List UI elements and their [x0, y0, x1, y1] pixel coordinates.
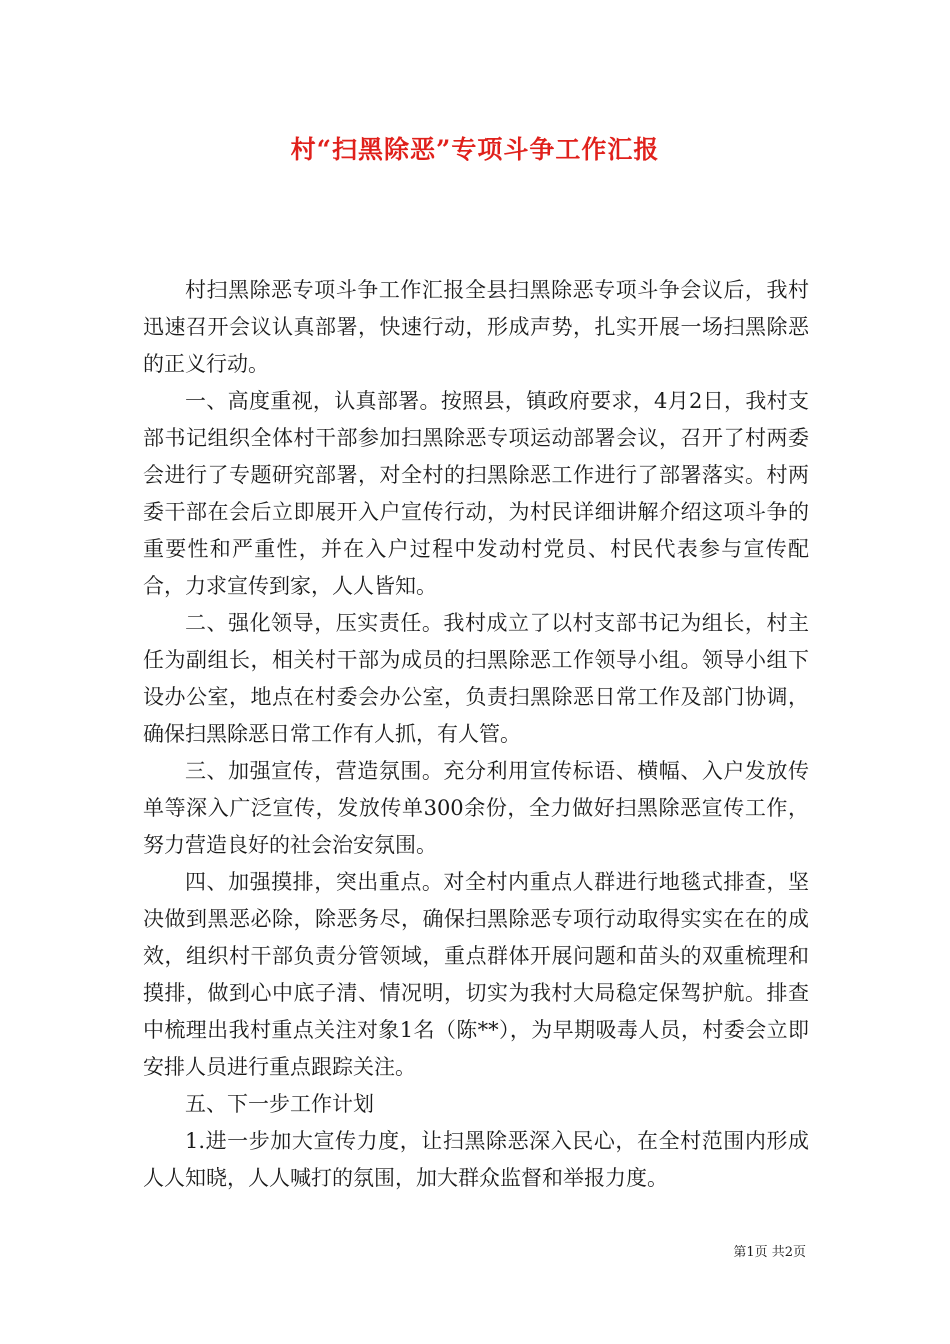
paragraph-intro: 村扫黑除恶专项斗争工作汇报全县扫黑除恶专项斗争会议后，我村迅速召开会议认真部署，快速行动，形成声势，扎实开展一场扫黑除恶的正义行动。	[143, 278, 809, 376]
page-number-footer: 第1页 共2页	[733, 1245, 806, 1260]
paragraph-section-4: 四、加强摸排，突出重点。对全村内重点人群进行地毯式排查，坚决做到黑恶必除，除恶务尽，确保扫黑除恶专项行动取得实实在在的成效，组织村干部负责分管领域，重点群体开展问题和苗头的双重梳理和摸排，做到心中底子清、情况明，切实为我村大局稳定保驾护航。排查中梳理出我村重点关注对象1名（陈**），为早期吸毒人员，村委会立即安排人员进行重点跟踪关注。	[143, 870, 809, 1079]
paragraph-plan-item-1: 1.进一步加大宣传力度，让扫黑除恶深入民心，在全村范围内形成人人知晓，人人喊打的氛围，加大群众监督和举报力度。	[143, 1129, 809, 1190]
paragraph-section-5-heading: 五、下一步工作计划	[185, 1092, 374, 1116]
paragraph-section-1: 一、高度重视，认真部署。按照县，镇政府要求，4月2日，我村支部书记组织全体村干部参加扫黑除恶专项运动部署会议，召开了村两委会进行了专题研究部署，对全村的扫黑除恶工作进行了部署落实。村两委干部在会后立即展开入户宣传行动，为村民详细讲解介绍这项斗争的重要性和严重性，并在入户过程中发动村党员、村民代表参与宣传配合，力求宣传到家，人人皆知。	[143, 389, 809, 598]
document-title: 村“扫黑除恶”专项斗争工作汇报	[290, 135, 660, 164]
document-body	[143, 272, 809, 1197]
paragraph-section-2: 二、强化领导，压实责任。我村成立了以村支部书记为组长，村主任为副组长，相关村干部为成员的扫黑除恶工作领导小组。领导小组下设办公室，地点在村委会办公室，负责扫黑除恶日常工作及部门协调，确保扫黑除恶日常工作有人抓，有人管。	[143, 611, 809, 746]
paragraph-section-3: 三、加强宣传，营造氛围。充分利用宣传标语、横幅、入户发放传单等深入广泛宣传，发放传单300余份，全力做好扫黑除恶宣传工作，努力营造良好的社会治安氛围。	[143, 759, 809, 857]
